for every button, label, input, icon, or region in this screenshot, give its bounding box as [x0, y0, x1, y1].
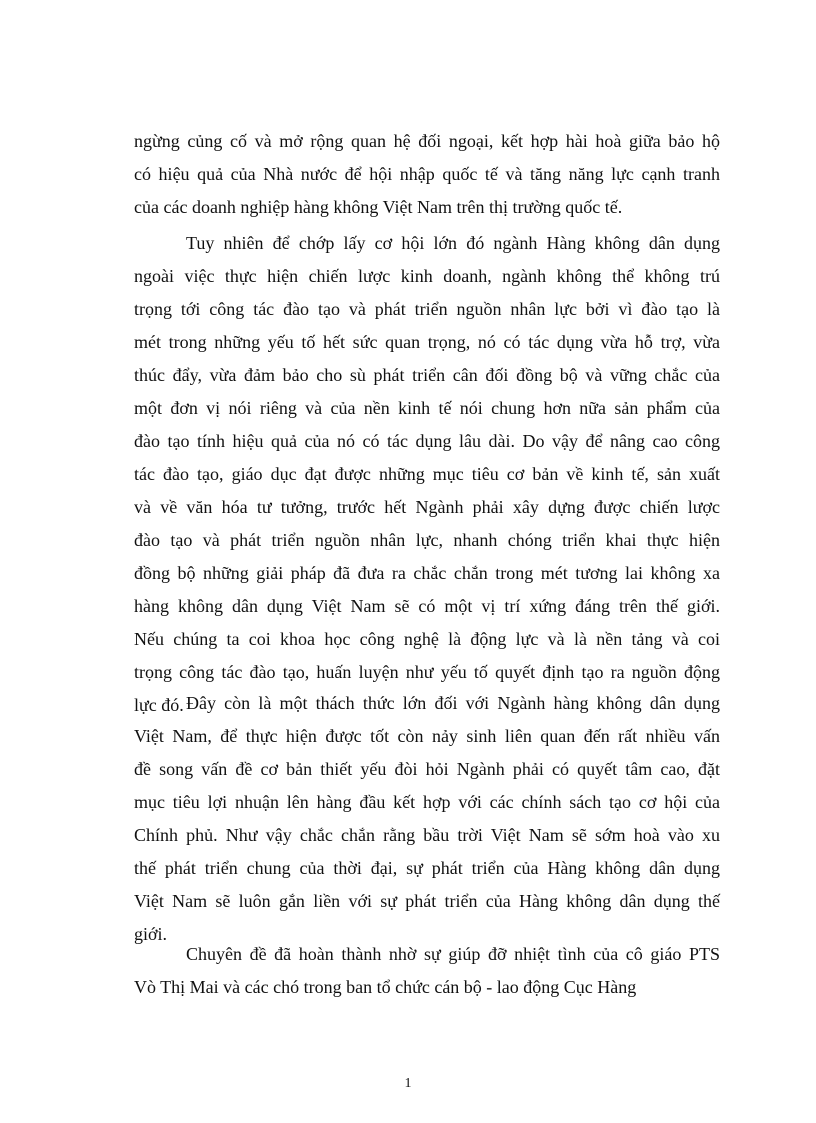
text-line: trọng công tác đào tạo, huấn luyện như yếu tố quyết định tạo ra nguồn động: [134, 662, 720, 682]
paragraph-4: [134, 938, 720, 1004]
text-line: tác đào tạo, giáo dục đạt được những mục tiêu cơ bản về kinh tế, sản xuất: [134, 464, 720, 484]
text-line: đào tạo và phát triển nguồn nhân lực, nhanh chóng triển khai thực hiện: [134, 530, 720, 550]
paragraph-3: [134, 687, 720, 951]
text-line: hàng không dân dụng Việt Nam sẽ có một vị trí xứng đáng trên thế giới.: [134, 596, 720, 616]
text-line: đồng bộ những giải pháp đã đưa ra chắc chắn trong mét tương lai không xa: [134, 563, 720, 583]
text-line: trọng tới công tác đào tạo và phát triển nguồn nhân lực bởi vì đào tạo là: [134, 299, 720, 319]
text-line: của các doanh nghiệp hàng không Việt Nam trên thị trường quốc tế.: [134, 197, 623, 217]
text-line: Việt Nam, để thực hiện được tốt còn nảy sinh liên quan đến rất nhiều vấn: [134, 726, 720, 746]
text-line: đào tạo tính hiệu quả của nó có tác dụng lâu dài. Do vậy để nâng cao công: [134, 431, 720, 451]
text-line: ngoài việc thực hiện chiến lược kinh doanh, ngành không thể không trú: [134, 266, 720, 286]
text-line: Việt Nam sẽ luôn gắn liền với sự phát triển của Hàng không dân dụng thế: [134, 891, 720, 911]
text-line: Chính phủ. Như vậy chắc chắn rằng bầu trời Việt Nam sẽ sớm hoà vào xu: [134, 825, 720, 845]
text-line: Vò Thị Mai và các chó trong ban tổ chức cán bộ - lao động Cục Hàng: [134, 977, 637, 997]
text-line: giới.: [134, 924, 168, 944]
text-line: mét trong những yếu tố hết sức quan trọng, nó có tác dụng vừa hỗ trợ, vừa: [134, 332, 720, 352]
text-line: ngừng củng cố và mở rộng quan hệ đối ngoại, kết hợp hài hoà giữa bảo hộ: [134, 131, 720, 151]
text-line: Chuyên đề đã hoàn thành nhờ sự giúp đỡ nhiệt tình của cô giáo PTS: [186, 944, 720, 964]
text-line: lực đó.: [134, 695, 184, 715]
text-line: thế phát triển chung của thời đại, sự phát triển của Hàng không dân dụng: [134, 858, 720, 878]
paragraph-1: [134, 125, 720, 224]
text-line: đề song vấn đề cơ bản thiết yếu đòi hỏi Ngành phải có quyết tâm cao, đặt: [134, 759, 720, 779]
text-line: Tuy nhiên để chớp lấy cơ hội lớn đó ngành Hàng không dân dụng: [186, 233, 720, 253]
text-line: Đây còn là một thách thức lớn đối với Ngành hàng không dân dụng: [186, 693, 720, 713]
page-number: 1: [404, 1076, 412, 1091]
text-line: có hiệu quả của Nhà nước để hội nhập quốc tế và tăng năng lực cạnh tranh: [134, 164, 720, 184]
text-line: và về văn hóa tư tưởng, trước hết Ngành phải xây dựng được chiến lược: [134, 497, 720, 517]
text-line: thúc đẩy, vừa đảm bảo cho sù phát triển cân đối đồng bộ và vững chắc của: [134, 365, 720, 385]
text-line: một đơn vị nói riêng và của nền kinh tế nói chung hơn nữa sản phẩm của: [134, 398, 720, 418]
text-line: Nếu chúng ta coi khoa học công nghệ là động lực và là nền tảng và coi: [134, 629, 720, 649]
text-line: mục tiêu lợi nhuận lên hàng đầu kết hợp với các chính sách tạo cơ hội của: [134, 792, 720, 812]
paragraph-2: [134, 227, 720, 722]
